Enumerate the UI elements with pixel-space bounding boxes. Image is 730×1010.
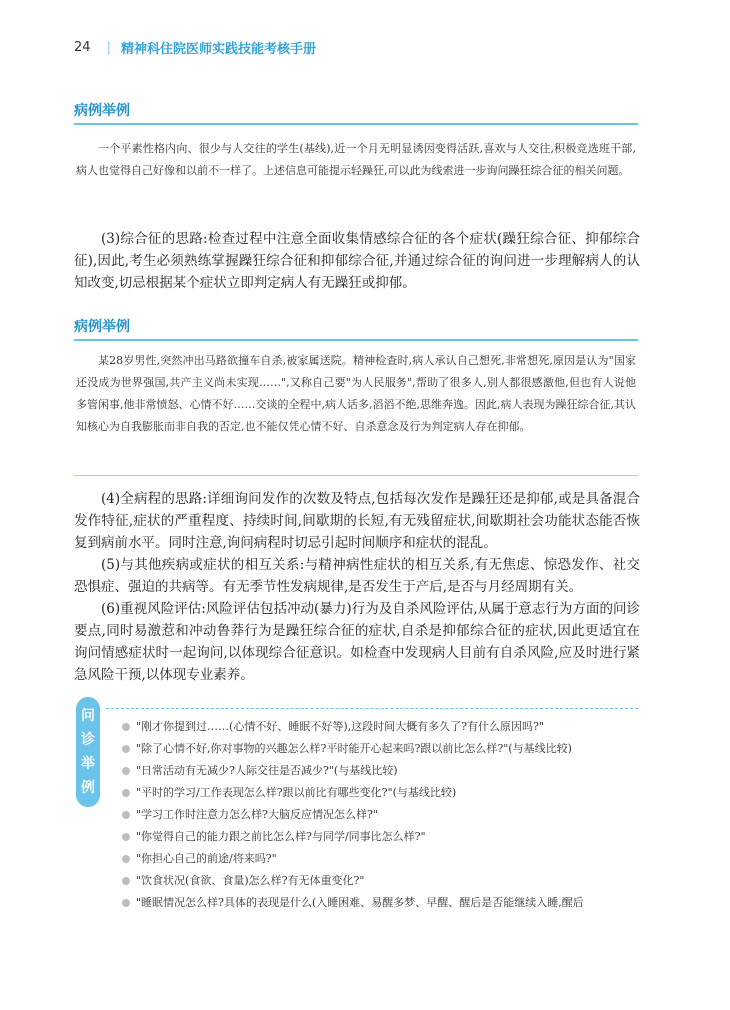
paragraph-4-text: (4)全病程的思路:详细询问发作的次数及特点,包括每次发作是躁狂还是抑郁,或是具备混合发作特征,症状的严重程度、持续时间,间歇期的长短,有无残留症状,间歇期社会功能状态能否恢复到病前水平。同时注意,询问病程时切忌引起时间顺序和症状的混乱。 [74,491,640,551]
inquiry-question-list [122,716,642,914]
bullet-dot-icon [122,877,130,885]
list-item: "你觉得自己的能力跟之前比怎么样?与同学/同事比怎么样?" [122,826,642,848]
paragraph-3 [74,228,640,294]
list-item: "平时的学习/工作表现怎么样?跟以前比有哪些变化?"(与基线比较) [122,782,642,804]
bullet-dot-icon [122,789,130,797]
case-box-bottom-rule [74,475,638,476]
paragraph-5 [74,554,640,598]
list-item: "刚才你提到过……(心情不好、睡眠不好等),这段时间大概有多久了?有什么原因吗?" [122,716,642,738]
header-separator: | [106,40,111,55]
list-item: "日常活动有无减少?人际交往是否减少?"(与基线比较) [122,760,642,782]
list-item: "学习工作时注意力怎么样?大脑反应情况怎么样?" [122,804,642,826]
paragraph-4 [74,488,640,554]
paragraph-6 [74,598,640,686]
inquiry-example-tab [76,697,100,807]
inquiry-tab-char: 举 [81,756,95,772]
bullet-dot-icon [122,723,130,731]
bullet-dot-icon [122,745,130,753]
inquiry-tab-char: 例 [81,780,95,796]
list-item: "你担心自己的前途/将来吗?" [122,848,642,870]
list-item: "饮食状况(食欲、食量)怎么样?有无体重变化?" [122,870,642,892]
page-header [74,38,316,57]
case-example-text-1: 一个平素性格内向、很少与人交往的学生(基线),近一个月无明显诱因变得活跃,喜欢与人交往,积极竞选班干部,病人也觉得自己好像和以前不一样了。上述信息可能提示轻躁狂,可以此为线索进一步询问躁狂综合征的相关问题。 [76,142,636,177]
case-example-heading-2: 病例举例 [74,316,638,341]
inquiry-dashed-rule [106,708,638,709]
bullet-dot-icon [122,855,130,863]
case-example-heading-1: 病例举例 [74,100,638,125]
page-number: 24 [74,40,91,55]
bullet-dot-icon [122,833,130,841]
bullet-dot-icon [122,899,130,907]
paragraph-5-text: (5)与其他疾病或症状的相互关系:与精神病性症状的相互关系,有无焦虑、惊恐发作、社交恐惧症、强迫的共病等。有无季节性发病规律,是否发生于产后,是否与月经周期有关。 [74,557,640,595]
paragraph-3-text: (3)综合征的思路:检查过程中注意全面收集情感综合征的各个症状(躁狂综合征、抑郁综合征),因此,考生必须熟练掌握躁狂综合征和抑郁综合征,并通过综合征的询问进一步理解病人的认知改变,切忌根据某个症状立即判定病人有无躁狂或抑郁。 [74,231,640,291]
inquiry-tab-char: 问 [81,708,95,724]
bullet-dot-icon [122,811,130,819]
paragraph-6-text: (6)重视风险评估:风险评估包括冲动(暴力)行为及自杀风险评估,从属于意志行为方面的问诊要点,同时易激惹和冲动鲁莽行为是躁狂综合征的症状,自杀是抑郁综合征的症状,因此更适宜在询问情感症状时一起询问,以体现综合征意识。如检查中发现病人目前有自杀风险,应及时进行紧急风险干预,以体现专业素养。 [74,601,640,683]
bullet-dot-icon [122,767,130,775]
inquiry-tab-char: 诊 [81,732,95,748]
book-title: 精神科住院医师实践技能考核手册 [120,42,316,57]
case-example-box-2 [76,350,636,438]
list-item: "除了心情不好,你对事物的兴趣怎么样?平时能开心起来吗?跟以前比怎么样?"(与基线比较) [122,738,642,760]
case-example-text-2: 某28岁男性,突然冲出马路欲撞车自杀,被家属送院。精神检查时,病人承认自己想死,非常想死,原因是认为"国家还没成为世界强国,共产主义尚未实现……",又称自己要"为人民服务",帮助了很多人,别人都很感激他,但也有人说他多管闲事,他非常愤怒、心情不好……交谈的全程中,病人话多,滔滔不绝,思维奔逸。因此,病人表现为躁狂综合征,其认知核心为自我膨胀而非自我的否定,也不能仅凭心情不好、自杀意念及行为判定病人存在抑郁。 [76,354,636,433]
list-item: "睡眠情况怎么样?具体的表现是什么(入睡困难、易醒多梦、早醒、醒后是否能继续入睡,醒后 [122,892,642,914]
case-example-box-1 [76,138,636,182]
